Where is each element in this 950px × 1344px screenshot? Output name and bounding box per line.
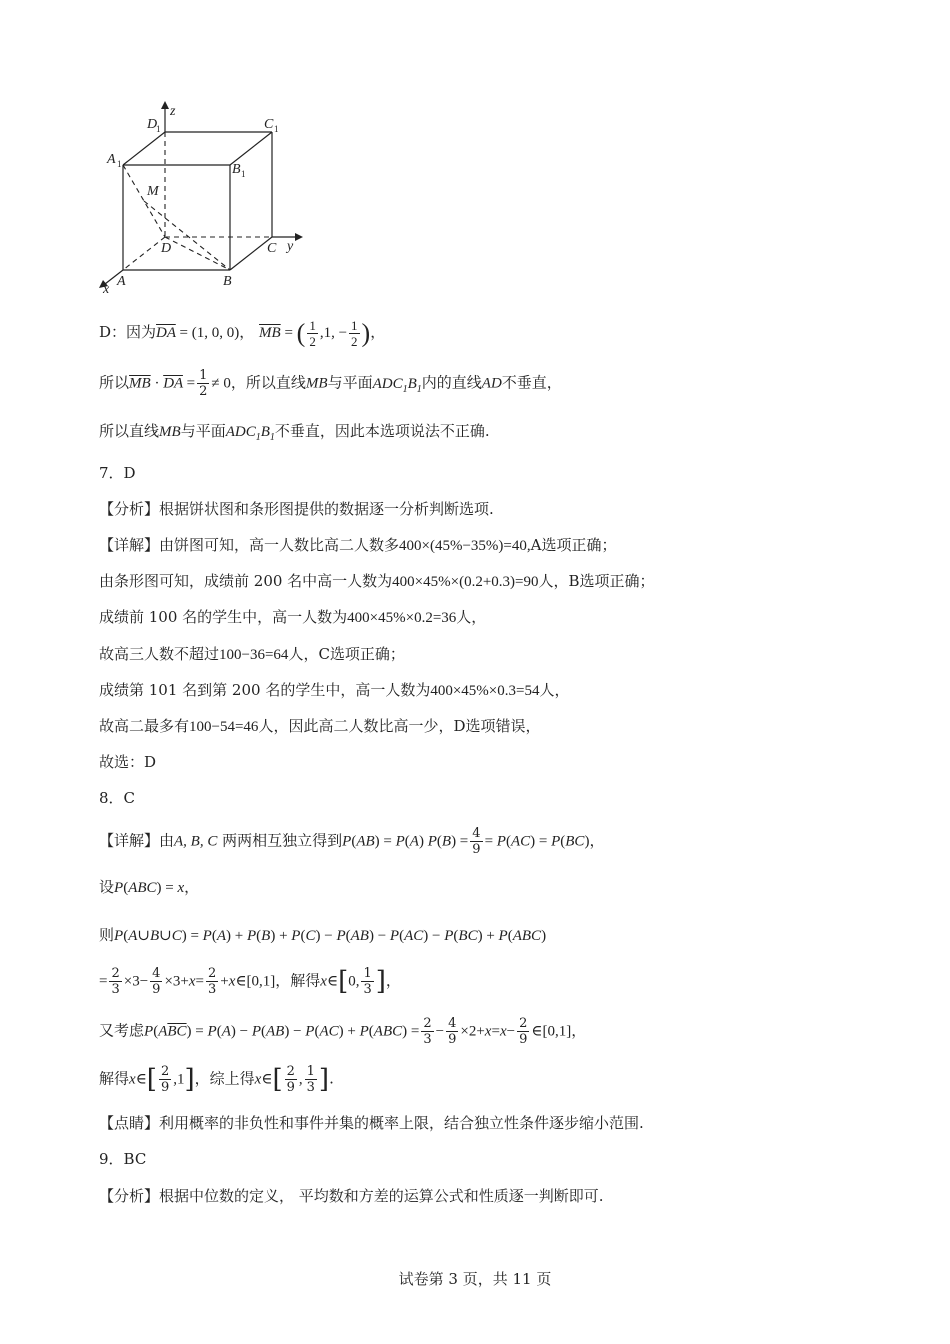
q7-detail: 【详解】由饼图可知，高一人数比高二人数多400×(45%−35%)=40,A选项正确； (99, 536, 617, 554)
label-z: z (170, 104, 176, 119)
label-A: A (117, 274, 126, 289)
label-C1: C (264, 117, 274, 132)
q8-solve2: 解得x∈[ $\frac{2}{9}$ ,1]，综上得x∈[ $\frac{2}{9}$ , $\frac{1}{3}$ ]. (99, 1064, 334, 1095)
label-C: C (267, 241, 277, 256)
label-y: y (287, 239, 294, 254)
q9-heading: 9．BC (99, 1150, 147, 1168)
q7-line-4: 故高三人数不超过100−36=64人，C选项正确； (99, 645, 405, 663)
q8-eq: = $\frac{2}{3}$ ×3− $\frac{4}{9}$ ×3+x= $\frac{2}{3}$ +x∈[0,1]，解得x∈[0, $\frac{1}{3}$ ]， (99, 966, 401, 997)
q8-note: 【点睛】利用概率的非负性和事件并集的概率上限，结合独立性条件逐步缩小范围. (99, 1114, 644, 1132)
q7-analysis: 【分析】根据饼状图和条形图提供的数据逐一分析判断选项. (99, 500, 494, 518)
q9-analysis: 【分析】根据中位数的定义， 平均数和方差的运算公式和性质逐一判断即可. (99, 1187, 604, 1205)
label-B: B (223, 274, 232, 289)
q7-line-5: 成绩第 101 名到第 200 名的学生中，高一人数为400×45%×0.3=54人， (99, 681, 570, 699)
q7-choice: 故选：D (99, 753, 157, 771)
q8-then: 则P(A∪B∪C) = P(A) + P(B) + P(C) − P(AB) − P(AC) − P(BC) + P(ABC) (99, 926, 547, 944)
option-d-line: D：因为$\overline{DA} = (1$, 0, 0)， $\overline{MB}$ = ( $\frac{1}{2}$ ,1, − $\frac{1}{2}$ )， (99, 318, 386, 349)
svg-text:1: 1 (117, 159, 122, 169)
cube-figure (95, 95, 325, 295)
q8-set: 设P(ABC) = x， (99, 878, 200, 896)
svg-text:1: 1 (274, 124, 279, 134)
page-footer: 试卷第 3 页，共 11 页 (398, 1270, 552, 1288)
svg-text:1: 1 (241, 169, 246, 179)
q7-line-2: 由条形图可知，成绩前 200 名中高一人数为400×45%×(0.2+0.3)=90人，B选项正确； (99, 572, 655, 590)
svg-text:1: 1 (156, 124, 161, 134)
q8-detail: 【详解】由A, B, C 两两相互独立得到P(AB) = P(A) P(B) = $\frac{4}{9}$ = P(AC) = P(BC)， (99, 826, 605, 857)
so-line-1: 所以$\overline{MB} \cdot \overline{DA}$ = $\frac{1}{2}$ ≠ 0，所以直线MB与平面$ADC_1B_1$内的直线AD不垂直， (99, 368, 562, 399)
label-M: M (147, 184, 159, 199)
q7-heading: 7．D (99, 464, 136, 482)
label-D1: D (147, 117, 158, 132)
so-line-2: 所以直线MB与平面$ADC_1B_1$不垂直，因此本选项说法不正确. (99, 422, 490, 443)
q7-line-3: 成绩前 100 名的学生中，高一人数为400×45%×0.2=36人， (99, 608, 487, 626)
q7-line-6: 故高二最多有100−54=46人，因此高二人数比高一少，D选项错误， (99, 717, 541, 735)
q8-heading: 8．C (99, 789, 136, 807)
label-D: D (161, 241, 172, 256)
q8-consider: 又考虑$P(A\overline{B}\overline{C}) = P(A) - P(AB) - P(AC) + P(ABC)$ = $\frac{2}{3}$ − $\frac{4}{9}$ ×2+x=x− $\frac{2}{9}$ ∈[0,1]， (99, 1016, 587, 1047)
label-A1: A (107, 152, 116, 167)
label-B1: B (232, 162, 241, 177)
label-x: x (103, 282, 110, 295)
